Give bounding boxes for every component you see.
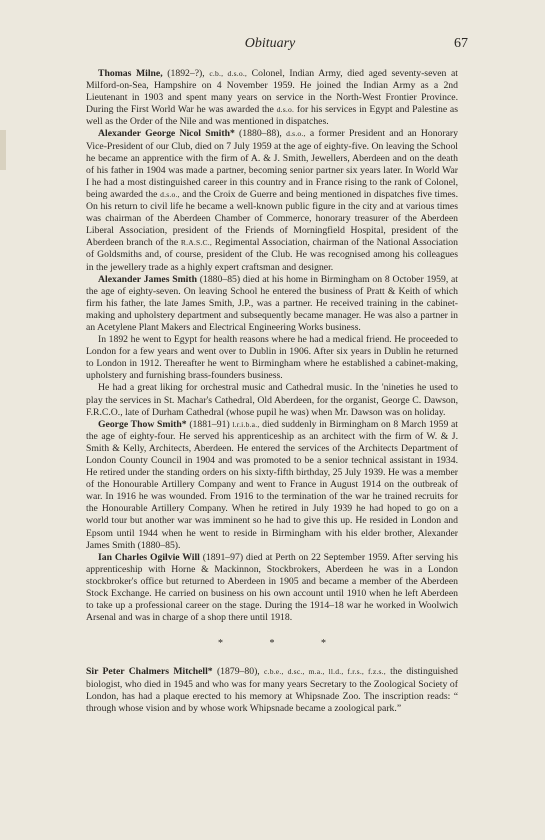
page-header	[80, 36, 468, 54]
entry-dates: (1881–91)	[186, 418, 233, 430]
entry-name: Alexander James Smith	[98, 273, 197, 285]
entry-name: Ian Charles Ogilvie Will	[98, 551, 200, 563]
entry-honours: c.b., d.s.o.,	[209, 69, 248, 78]
entry-text: died at Perth on 22 September 1959. After serving his apprenticeship with Horne & Mackinnon, Stockbrokers, Aberdeen he was in a London stockbroker's office but returned to Aberdeen in 1905 and became a member of the Aberdeen Stock Exchange. He carried on business on his own account until 1910 when he left Aberdeen to take up a professional career on the stage. During the 1914–18 war he worked in Woolwich Arsenal and was in charge of a shop there until 1918.	[86, 551, 458, 624]
entry-paragraph: In 1892 he went to Egypt for health reasons where he had a medical friend. He proceeded to London for a few years and went over to Dublin in 1906. After six years in Dublin he returned to London in 1912. Thereafter he went to Birmingham where he established a cabinet-making, upholstery and furnishing brass-founders business.	[86, 334, 458, 382]
entry-dates: (1880–88),	[234, 128, 287, 140]
entry-text: a former President and an Honorary Vice-President of our Club, died on 7 July 1959 at the age of eighty-five. On leaving the School he became an apprentice with the firm of A. & J. Smith, Jewellers, Aberdeen and on the death of his father in 1904 was made a partner, becoming senior partner six years later. In World War I he had a most distinguished career in this country and in France rising to the rank of Colonel, being awarded the	[86, 128, 458, 200]
entry-name: Alexander George Nicol Smith*	[98, 128, 235, 140]
entry-alexander-james-smith	[86, 274, 458, 334]
entry-text: for his services in Egypt and Palestine as well as the Order of the Nile and was mentioned in dispatches.	[86, 104, 458, 128]
running-title: Obituary	[244, 36, 296, 51]
obituary-body	[86, 68, 458, 715]
entry-ian-charles-ogilvie-will	[86, 552, 458, 625]
entry-paragraph: He had a great liking for orchestral music and Cathedral music. In the 'nineties he used to play the services in St. Machar's Cathedral, Old Aberdeen, for the organist, George C. Dawson, F.R.C.O., late of Durham Cathedral (whose pupil he was) when Mr. Dawson was on holiday.	[86, 382, 458, 418]
entry-honours: R.A.S.C.,	[180, 238, 213, 248]
entry-text: and the Croix de Guerre and being mentioned in dispatches five times. On his return to civil life he became a well-known public figure in the city and at various times was chairman of the Aberdeen Chamber of Commerce, honorary treasurer of the Aberdeen Liberal Association, president of the Friends of Morningfield Hospital, president of the Aberdeen branch of the	[86, 188, 459, 249]
entry-text: died at his home in Birmingham on 8 October 1959, at the age of eighty-seven. On leaving School he entered the business of Pratt & Keith of which firm his father, the late James Smith, J.P., was a partner. He received training in the cabinet-making and upholstery department and subsequently became manager. He was also a partner in an Acetylene Plant Makers and Electrical Engineering Works business.	[86, 273, 458, 333]
entry-dates: (1880–85)	[196, 273, 241, 285]
entry-text: the distinguished biologist, who died in 1945 and who was for many years Secretary to the Zoological Society of London, has had a plaque erected to his memory at Whipsnade Zoo. The inscription reads: “ through whose vision and by whose work Whipsnade became a zoological park.”	[86, 666, 458, 714]
entry-alexander-george-nicol-smith	[86, 128, 458, 273]
entry-honours: d.s.o.,	[286, 129, 306, 139]
entry-peter-chalmers-mitchell	[86, 666, 458, 714]
entry-honours: c.b.e., d.sc., m.a., ll.d., f.r.s., f.z.s.,	[264, 667, 386, 677]
entry-text: Colonel, Indian Army, died aged seventy-seven at Milford-on-Sea, Hampshire on 4 November 1959. He joined the Indian Army as a 2nd Lieutenant in 1903 and spent many years on service in the North-West Frontier Province. During the First World War he was awarded the	[86, 68, 458, 116]
entry-thomas-milne	[86, 68, 458, 128]
entry-dates: (1892–?),	[162, 68, 210, 79]
entry-name: George Thow Smith*	[98, 418, 187, 430]
page-number: 67	[454, 36, 468, 51]
entry-honours: l.r.i.b.a.,	[232, 419, 260, 429]
entry-dates: (1879–80),	[212, 666, 265, 678]
entry-text: Regimental Association, chairman of the National Association of Goldsmiths and, of course, president of the Club. He was recognised among his colleagues in the jewellery trade as a highly expert craftsman and designer.	[86, 237, 458, 273]
entry-honours: d.s.o.,	[160, 189, 180, 199]
entry-name: Sir Peter Chalmers Mitchell*	[86, 666, 213, 678]
section-separator: * * *	[218, 638, 348, 650]
entry-george-thow-smith	[86, 419, 458, 552]
entry-honours: d.s.o.	[276, 105, 295, 115]
entry-text: died suddenly in Birmingham on 8 March 1959 at the age of eighty-four. He served his apprenticeship as an architect with the firm of W. & J. Smith & Kelly, Architects, Aberdeen. He entered the services of the Architects Department of London County Council in 1904 and was promoted to be a senior technical assistant in 1934. He retired under the standing orders on his sixty-fifth birthday, 25 July 1939. He was a member of the Honourable Artillery Company and went to France in August 1914 on the outbreak of war. In 1916 he was wounded. From 1916 to the termination of the war he trained recruits for the Honourable Artillery Company. When he retired in July 1939 he had hoped to go on a world tour but another war was imminent so he had to give this up. He resided in London and Epsom until 1944 when he went to reside in Birmingham with his elder brother, Alexander James Smith (1880–85).	[86, 418, 458, 551]
page-edge-shadow	[0, 130, 6, 170]
entry-name: Thomas Milne,	[98, 68, 163, 79]
entry-dates: (1891–97)	[199, 551, 244, 563]
